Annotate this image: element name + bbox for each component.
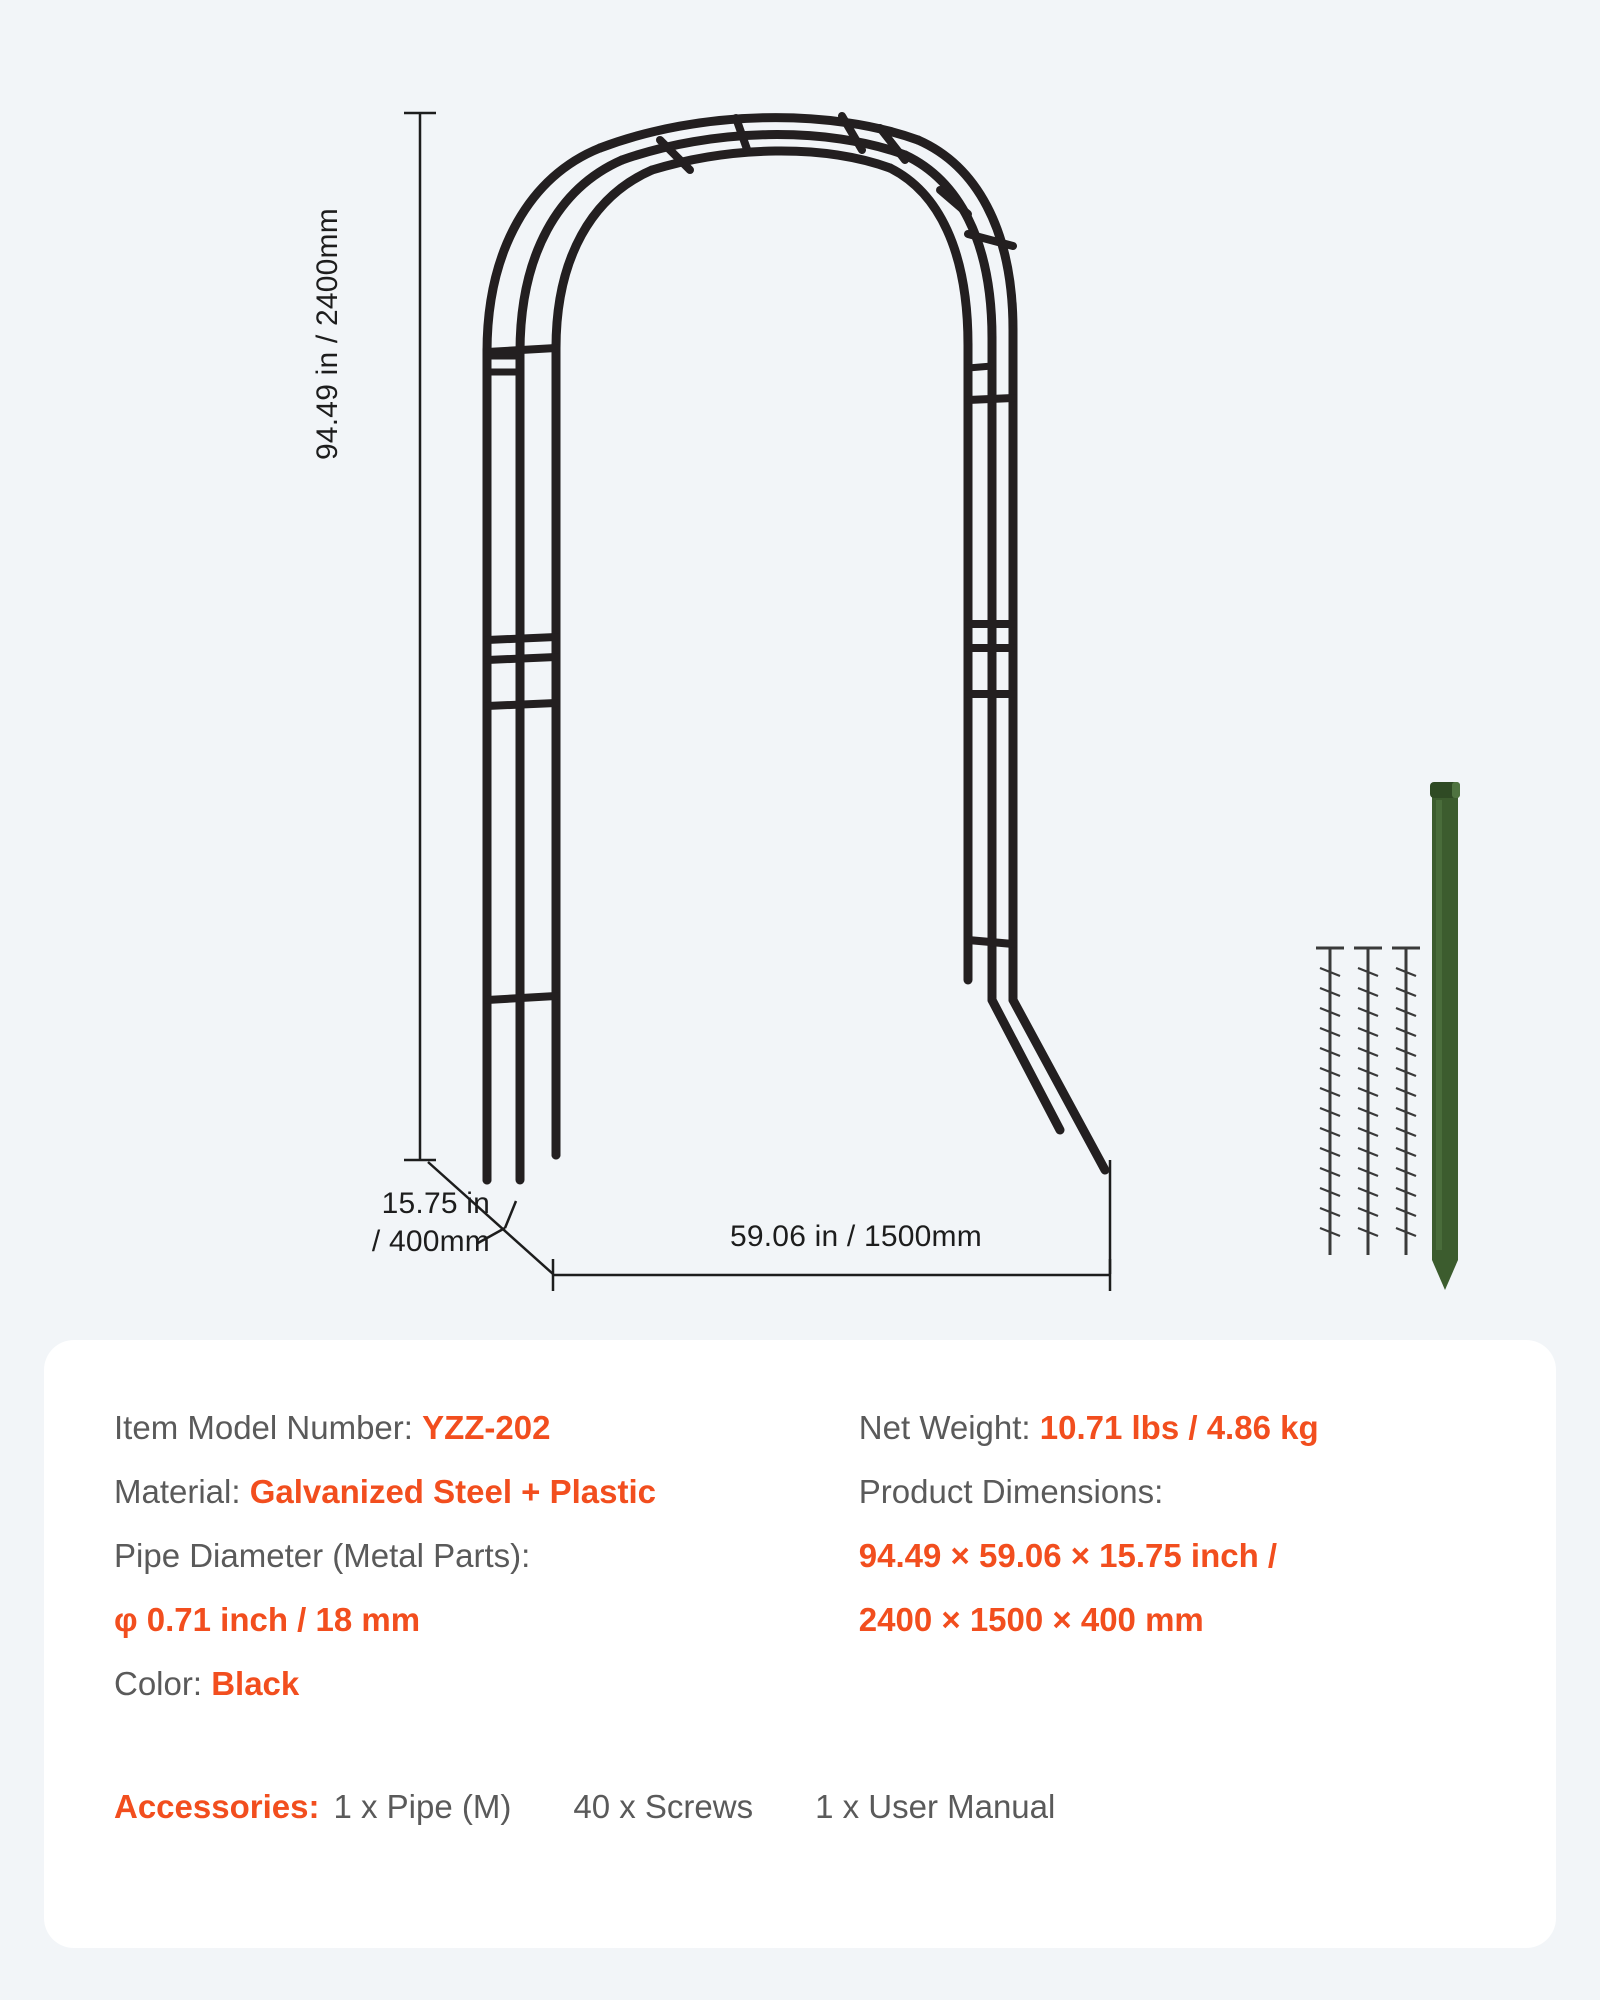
- height-dimension-line: [404, 113, 436, 1160]
- screws-bundle: [1316, 948, 1420, 1255]
- spec-item-model-number-label: Item Model Number:: [114, 1409, 423, 1446]
- depth-dimension-line: [428, 1160, 1110, 1274]
- accessory-item-user-manual: 1 x User Manual: [815, 1788, 1056, 1825]
- spec-column-left: [114, 1396, 859, 1716]
- width-dimension-line: [553, 1259, 1110, 1291]
- height-dimension-label: 94.49 in / 2400mm: [311, 208, 344, 460]
- spec-item-model-number: [114, 1396, 859, 1460]
- spec-color: [114, 1652, 859, 1716]
- accessory-item-screws: 40 x Screws: [573, 1788, 754, 1825]
- depth-dimension-label-line2: / 400mm: [371, 1225, 490, 1258]
- spec-material-value: Galvanized Steel + Plastic: [249, 1473, 656, 1510]
- spec-item-model-number-value: YZZ-202: [422, 1409, 551, 1446]
- spec-color-value: Black: [211, 1665, 300, 1702]
- depth-dimension-label-line1: 15.75 in: [381, 1187, 490, 1220]
- spec-columns: [114, 1396, 1486, 1716]
- spec-pipe-diameter-value: φ 0.71 inch / 18 mm: [114, 1601, 421, 1638]
- specification-card: [44, 1340, 1556, 1948]
- depth-dimension-label: [300, 1185, 490, 1261]
- spec-pipe-diameter-label: Pipe Diameter (Metal Parts):: [114, 1537, 531, 1574]
- accessories-label: Accessories:: [114, 1788, 320, 1825]
- accessory-item-pipe: 1 x Pipe (M): [333, 1788, 512, 1825]
- spec-material: [114, 1460, 859, 1524]
- spec-product-dimensions-value-inch: 94.49 × 59.06 × 15.75 inch /: [858, 1537, 1278, 1574]
- spec-net-weight-label: Net Weight:: [858, 1409, 1040, 1446]
- spec-column-right: [859, 1396, 1486, 1716]
- spec-product-dimensions-value-mm: 2400 × 1500 × 400 mm: [858, 1601, 1204, 1638]
- garden-arch: [487, 116, 1105, 1180]
- spec-material-label: Material:: [114, 1473, 250, 1510]
- spec-net-weight: [859, 1396, 1486, 1460]
- width-dimension-label: 59.06 in / 1500mm: [730, 1220, 982, 1253]
- spec-color-label: Color:: [114, 1665, 212, 1702]
- spec-product-dimensions-label: Product Dimensions:: [858, 1473, 1164, 1510]
- ground-stake-pipe: [1430, 782, 1460, 1290]
- spec-net-weight-value: 10.71 lbs / 4.86 kg: [1039, 1409, 1319, 1446]
- accessories-row: [114, 1788, 1055, 1826]
